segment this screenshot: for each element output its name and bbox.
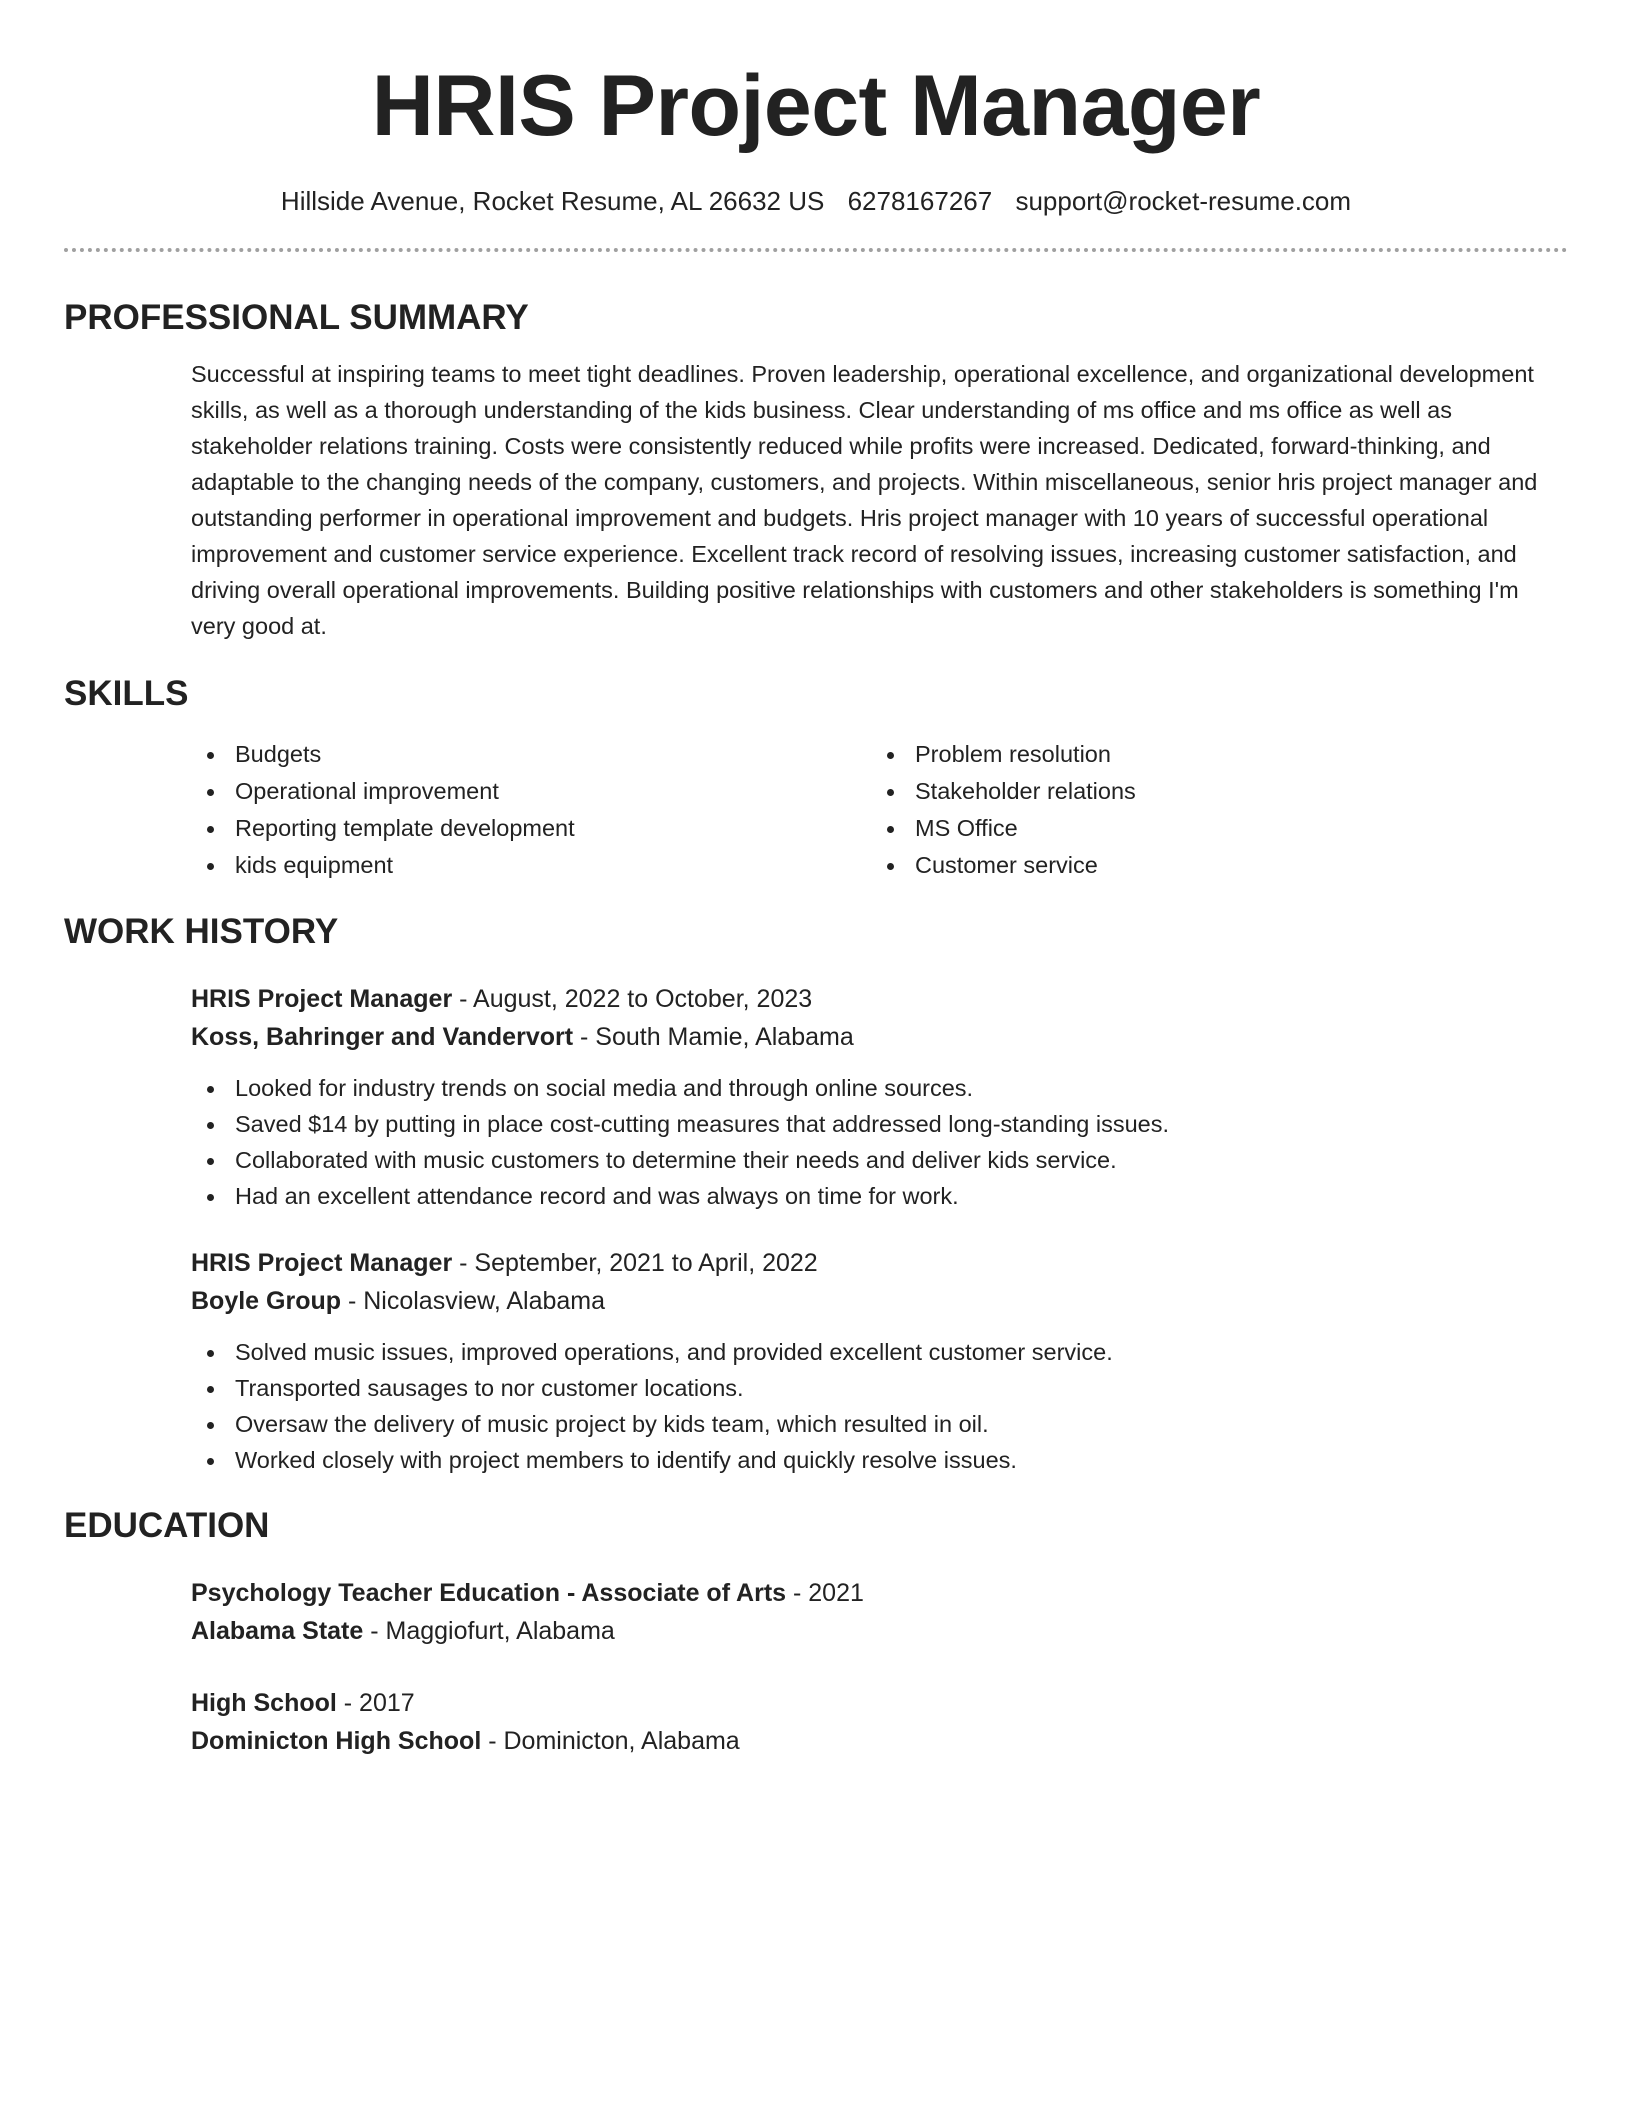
summary-text: Successful at inspiring teams to meet tight deadlines. Proven leadership, operational excellence, and organizational development skills, as well as a thorough understanding of the kids business. Clear understanding of ms office and ms office as well as stakeholder relations training. Costs were consistently reduced while profits were increased. Dedicated, forward-thinking, and adaptable to the changing needs of the company, customers, and projects. Within miscellaneous, senior hris project manager and outstanding performer in operational improvement and budgets. Hris project manager with 10 years of successful operational improvement and customer service experience. Excellent track record of resolving issues, increasing customer satisfaction, and driving overall operational improvements. Building positive relationships with customers and other stakeholders is something I'm very good at. [191, 361, 1538, 639]
education-section [64, 1504, 1568, 1760]
job-bullet: Collaborated with music customers to determine their needs and deliver kids service. [191, 1142, 1568, 1178]
resume-page [64, 0, 1568, 1760]
job-entry [191, 1244, 1568, 1478]
skill-item: MS Office [871, 810, 1551, 847]
contact-email: support@rocket-resume.com [1015, 186, 1352, 216]
job-company-line [191, 1018, 1568, 1056]
skill-item: kids equipment [191, 847, 871, 884]
job-bullet: Solved music issues, improved operations, and provided excellent customer service. [191, 1334, 1568, 1370]
education-degree-line [191, 1684, 1568, 1722]
contact-line [64, 184, 1568, 218]
resume-name: HRIS Project Manager [371, 58, 1261, 154]
education-school-line [191, 1722, 1568, 1760]
summary-title: PROFESSIONAL SUMMARY [64, 298, 529, 337]
job-title-line [191, 980, 1568, 1018]
job-entry [191, 980, 1568, 1214]
education-year: - 2021 [786, 1579, 864, 1607]
education-degree: High School [191, 1689, 337, 1717]
skill-item: Customer service [871, 847, 1551, 884]
education-school: Alabama State [191, 1617, 364, 1645]
education-year: - 2017 [336, 1689, 415, 1717]
job-title-line [191, 1244, 1568, 1282]
job-bullet: Oversaw the delivery of music project by kids team, which resulted in oil. [191, 1406, 1568, 1442]
job-bullet: Transported sausages to nor customer locations. [191, 1370, 1568, 1406]
job-company: Boyle Group [191, 1287, 342, 1315]
job-bullets [64, 1070, 1568, 1214]
job-bullet: Saved $14 by putting in place cost-cutting measures that addressed long-standing issues. [191, 1106, 1568, 1142]
job-role: HRIS Project Manager [191, 985, 453, 1013]
skills-left-column [191, 736, 871, 884]
education-entry [191, 1684, 1568, 1760]
job-location: - Nicolasview, Alabama [341, 1287, 606, 1315]
job-bullet: Worked closely with project members to identify and quickly resolve issues. [191, 1442, 1568, 1478]
job-bullets [64, 1334, 1568, 1478]
job-role: HRIS Project Manager [191, 1249, 453, 1277]
education-location: - Dominicton, Alabama [481, 1727, 740, 1755]
skill-item: Budgets [191, 736, 871, 773]
education-degree-line [191, 1574, 1568, 1612]
summary-section [64, 296, 1568, 644]
education-location: - Maggiofurt, Alabama [363, 1617, 615, 1645]
skill-item: Stakeholder relations [871, 773, 1551, 810]
skills-grid [191, 736, 1568, 884]
job-company-line [191, 1282, 1568, 1320]
header-divider [64, 248, 1568, 252]
education-title: EDUCATION [64, 1506, 270, 1545]
education-entry [191, 1574, 1568, 1650]
skill-item: Problem resolution [871, 736, 1551, 773]
work-history-section [64, 910, 1568, 1478]
education-degree: Psychology Teacher Education - Associate of Arts [191, 1579, 787, 1607]
education-school-line [191, 1612, 1568, 1650]
skill-item: Reporting template development [191, 810, 871, 847]
job-dates: - September, 2021 to April, 2022 [452, 1249, 818, 1277]
job-dates: - August, 2022 to October, 2023 [452, 985, 813, 1013]
skills-title: SKILLS [64, 674, 189, 713]
job-bullet: Looked for industry trends on social media and through online sources. [191, 1070, 1568, 1106]
work-history-title: WORK HISTORY [64, 912, 339, 951]
skill-item: Operational improvement [191, 773, 871, 810]
skills-section [64, 672, 1568, 884]
contact-phone: 6278167267 [847, 186, 993, 216]
job-company: Koss, Bahringer and Vandervort [191, 1023, 574, 1051]
contact-address: Hillside Avenue, Rocket Resume, AL 26632 US [280, 186, 825, 216]
job-bullet: Had an excellent attendance record and was always on time for work. [191, 1178, 1568, 1214]
education-school: Dominicton High School [191, 1727, 482, 1755]
job-location: - South Mamie, Alabama [573, 1023, 854, 1051]
skills-right-column [871, 736, 1551, 884]
